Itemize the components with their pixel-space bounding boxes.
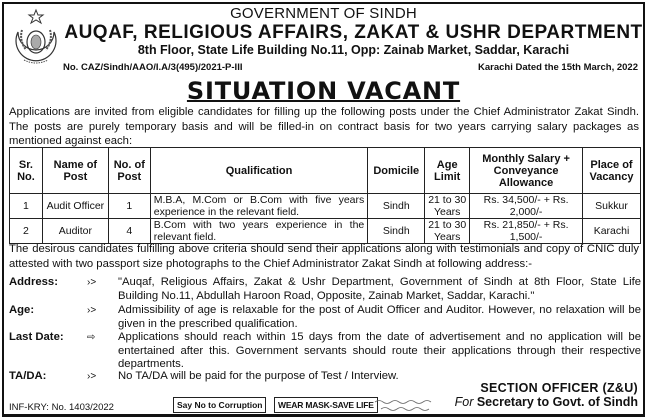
- detail-text: Applications should reach within 15 days from the date of advertisement and no application will be entertained after this. Government servants should route their applications through their respective departments.: [118, 331, 641, 370]
- cell-qualification: B.Com with two years experience in the relevant field.: [150, 219, 368, 244]
- cell-age: 21 to 30 Years: [425, 219, 470, 244]
- detail-last-date: [9, 331, 641, 372]
- arrow-icon: ›>: [87, 305, 97, 316]
- col-sr: Sr. No.: [10, 148, 43, 194]
- posts-table: [9, 147, 641, 244]
- signoff-title: SECTION OFFICER (Z&U): [480, 381, 638, 395]
- header-department: AUQAF, RELIGIOUS AFFAIRS, ZAKAT & USHR DEPARTMENT: [64, 22, 643, 43]
- detail-label: Last Date:: [9, 331, 64, 343]
- date-line: Karachi Dated the 15th March, 2022: [478, 62, 638, 73]
- cell-domicile: Sindh: [368, 194, 425, 219]
- detail-address: [9, 276, 641, 303]
- desirous-paragraph: The desirous candidates fulfilling above criteria should send their applications along with testimonials and copy of CNIC duly attested with two passport size photographs to the Chief Administrator Zakat Sindh at following address:-: [9, 243, 639, 270]
- header-government: GOVERNMENT OF SINDH: [230, 5, 417, 22]
- detail-label: Address:: [9, 276, 58, 288]
- table-row: [10, 194, 641, 219]
- cell-count: 4: [108, 219, 150, 244]
- signoff-for: [455, 395, 638, 409]
- page-title: SITUATION VACANT: [186, 77, 461, 105]
- signoff-for-word: For: [454, 395, 474, 409]
- cell-place: Sukkur: [582, 194, 640, 219]
- col-domicile: Domicile: [368, 148, 425, 194]
- detail-text: "Auqaf, Religious Affairs, Zakat & Ushr Department, Government of Sindh at 8th Floor, State Life Building No.11, Abdullah Haroon Road, Opposite, Zainab Market, Saddar, Karachi.": [118, 276, 641, 302]
- cell-qualification: M.B.A, M.Com or B.Com with five years experience in the relevant field.: [150, 194, 368, 219]
- arrow-icon: ⇨: [87, 332, 96, 343]
- cell-salary: Rs. 34,500/- + Rs. 2,000/-: [470, 194, 583, 219]
- wear-mask-badge: WEAR MASK-SAVE LIFE: [274, 397, 378, 413]
- detail-label: TA/DA:: [9, 370, 47, 382]
- inf-number: INF-KRY: No. 1403/2022: [9, 402, 114, 413]
- reference-number: No. CAZ/Sindh/AAO/I.A/3(495)/2021-P-III: [63, 62, 243, 73]
- cell-age: 21 to 30 Years: [425, 194, 470, 219]
- cell-count: 1: [108, 194, 150, 219]
- col-name: Name of Post: [42, 148, 108, 194]
- cell-place: Karachi: [582, 219, 640, 244]
- urdu-slogan-icon: [373, 398, 461, 412]
- say-no-corruption-badge: Say No to Corruption: [173, 397, 266, 413]
- arrow-icon: ›>: [87, 371, 97, 382]
- col-place: Place of Vacancy: [582, 148, 640, 194]
- signoff-secretary: Secretary to Govt. of Sindh: [473, 395, 638, 409]
- col-salary: Monthly Salary + Conveyance Allowance: [470, 148, 583, 194]
- detail-text: No TA/DA will be paid for the purpose of Test / Interview.: [118, 370, 399, 382]
- detail-text: Admissibility of age is relaxable for the post of Audit Officer and Auditor. However, no relaxation will be given in the prescribed qualification.: [118, 304, 641, 330]
- col-age: Age Limit: [425, 148, 470, 194]
- table-row: [10, 219, 641, 244]
- cell-name: Auditor: [42, 219, 108, 244]
- detail-label: Age:: [9, 304, 35, 316]
- col-qualification: Qualification: [150, 148, 368, 194]
- header-address: 8th Floor, State Life Building No.11, Opp: Zainab Market, Saddar, Karachi: [137, 43, 570, 57]
- col-count: No. of Post: [108, 148, 150, 194]
- arrow-icon: ›>: [87, 277, 97, 288]
- table-header-row: [10, 148, 641, 194]
- cell-salary: Rs. 21,850/- + Rs. 1,500/-: [470, 219, 583, 244]
- cell-name: Audit Officer: [42, 194, 108, 219]
- cell-domicile: Sindh: [368, 219, 425, 244]
- detail-age: [9, 304, 641, 331]
- cell-sr: 1: [10, 194, 43, 219]
- cell-sr: 2: [10, 219, 43, 244]
- intro-paragraph: Applications are invited from eligible candidates for filling up the following posts under the Chief Administrator Zakat Sindh. The posts are purely temporary basis and will be filled-in on contract basis for two years carrying salary packages as mentioned against each:: [9, 106, 639, 147]
